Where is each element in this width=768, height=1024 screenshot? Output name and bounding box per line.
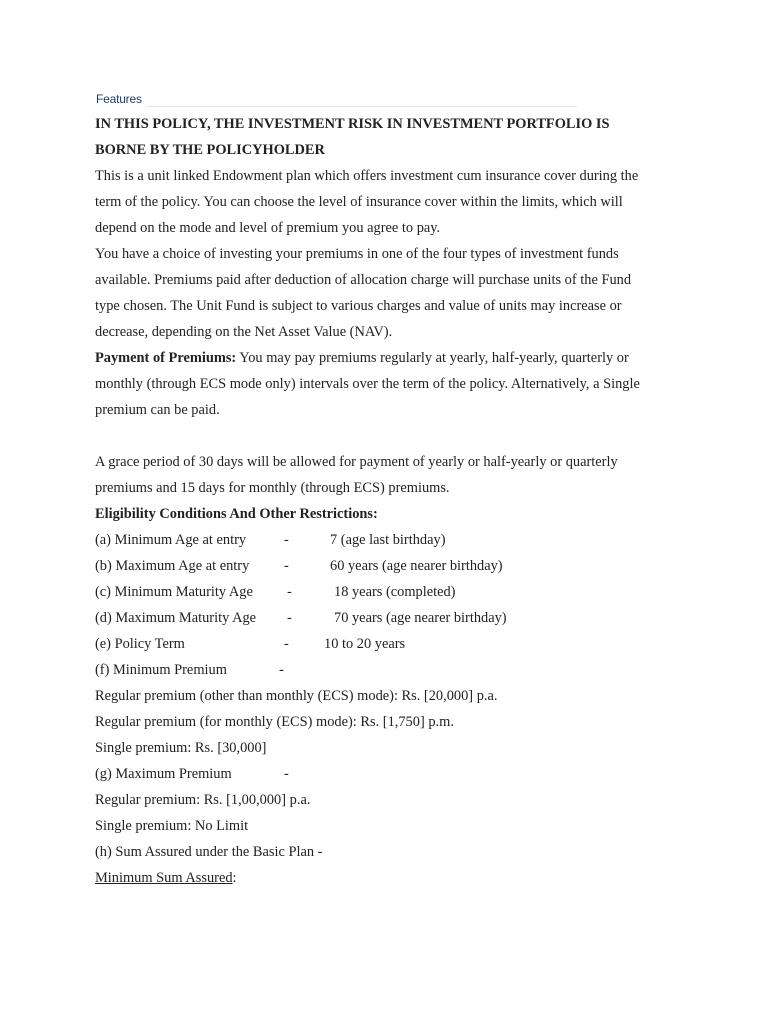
min-premium-line: Regular premium (for monthly (ECS) mode): Rs. [1,750] p.m.: [95, 714, 454, 730]
condition-dash: -: [284, 636, 289, 652]
condition-row: [95, 527, 695, 553]
condition-dash: -: [287, 584, 292, 600]
intro-line: You have a choice of investing your premiums in one of the four types of investment funds: [95, 246, 619, 262]
condition-label: (d) Maximum Maturity Age: [95, 610, 257, 626]
condition-dash: -: [287, 610, 292, 626]
sum-assured-line: (h) Sum Assured under the Basic Plan -: [95, 844, 323, 860]
condition-row: [95, 553, 695, 579]
condition-value: 10 to 20 years: [324, 636, 406, 652]
condition-value: 18 years (completed): [334, 584, 456, 600]
min-sum-assured-line: [95, 865, 695, 891]
payment-line-3: premium can be paid.: [95, 402, 220, 418]
intro-line: This is a unit linked Endowment plan which offers investment cum insurance cover during the: [95, 168, 639, 184]
condition-row: [95, 605, 695, 631]
max-premium-line: Regular premium: Rs. [1,00,000] p.a.: [95, 792, 311, 808]
condition-value: 70 years (age nearer birthday): [334, 610, 507, 626]
condition-label: (b) Maximum Age at entry: [95, 558, 250, 574]
eligibility-heading: Eligibility Conditions And Other Restrictions:: [95, 506, 378, 522]
payment-text: You may pay premiums regularly at yearly, half-yearly, quarterly or: [236, 350, 629, 366]
risk-heading-line-2: BORNE BY THE POLICYHOLDER: [95, 142, 325, 158]
condition-dash: -: [279, 662, 284, 678]
max-premium-row: [95, 761, 695, 787]
condition-dash: -: [284, 558, 289, 574]
max-premium-label: (g) Maximum Premium: [95, 766, 232, 782]
grace-line: premiums and 15 days for monthly (through ECS) premiums.: [95, 480, 450, 496]
intro-line: term of the policy. You can choose the level of insurance cover within the limits, which will: [95, 194, 623, 210]
condition-label: (e) Policy Term: [95, 636, 185, 652]
payment-line-2: monthly (through ECS mode only) intervals over the term of the policy. Alternatively, a Single: [95, 376, 640, 392]
grace-line: A grace period of 30 days will be allowed for payment of yearly or half-yearly or quarterly: [95, 454, 618, 470]
payment-line-1: [95, 345, 695, 371]
condition-row: [95, 631, 695, 657]
min-premium-line: Regular premium (other than monthly (ECS) mode): Rs. [20,000] p.a.: [95, 688, 498, 704]
max-premium-dash: -: [284, 766, 289, 782]
condition-label: (a) Minimum Age at entry: [95, 532, 247, 548]
features-divider: [147, 106, 577, 107]
payment-label: Payment of Premiums:: [95, 350, 237, 366]
condition-value: 7 (age last birthday): [330, 532, 446, 548]
min-premium-line: Single premium: Rs. [30,000]: [95, 740, 267, 756]
min-sum-assured-label: Minimum Sum Assured: [95, 870, 233, 886]
intro-line: type chosen. The Unit Fund is subject to various charges and value of units may increase or: [95, 298, 622, 314]
risk-heading-line-1: IN THIS POLICY, THE INVESTMENT RISK IN INVESTMENT PORTFOLIO IS: [95, 116, 610, 132]
intro-line: depend on the mode and level of premium you agree to pay.: [95, 220, 441, 236]
condition-label: (c) Minimum Maturity Age: [95, 584, 253, 600]
condition-dash: -: [284, 532, 289, 548]
document-body: [95, 90, 695, 891]
max-premium-line: Single premium: No Limit: [95, 818, 249, 834]
condition-label: (f) Minimum Premium: [95, 662, 227, 678]
paragraph-spacer: [95, 423, 695, 449]
condition-row: [95, 657, 695, 683]
condition-row: [95, 579, 695, 605]
features-heading: Features: [96, 92, 142, 106]
features-header: [95, 90, 695, 108]
intro-line: decrease, depending on the Net Asset Value (NAV).: [95, 324, 393, 340]
condition-value: 60 years (age nearer birthday): [330, 558, 503, 574]
min-sum-assured-suffix: :: [232, 870, 237, 886]
intro-line: available. Premiums paid after deduction of allocation charge will purchase units of the Fund: [95, 272, 632, 288]
